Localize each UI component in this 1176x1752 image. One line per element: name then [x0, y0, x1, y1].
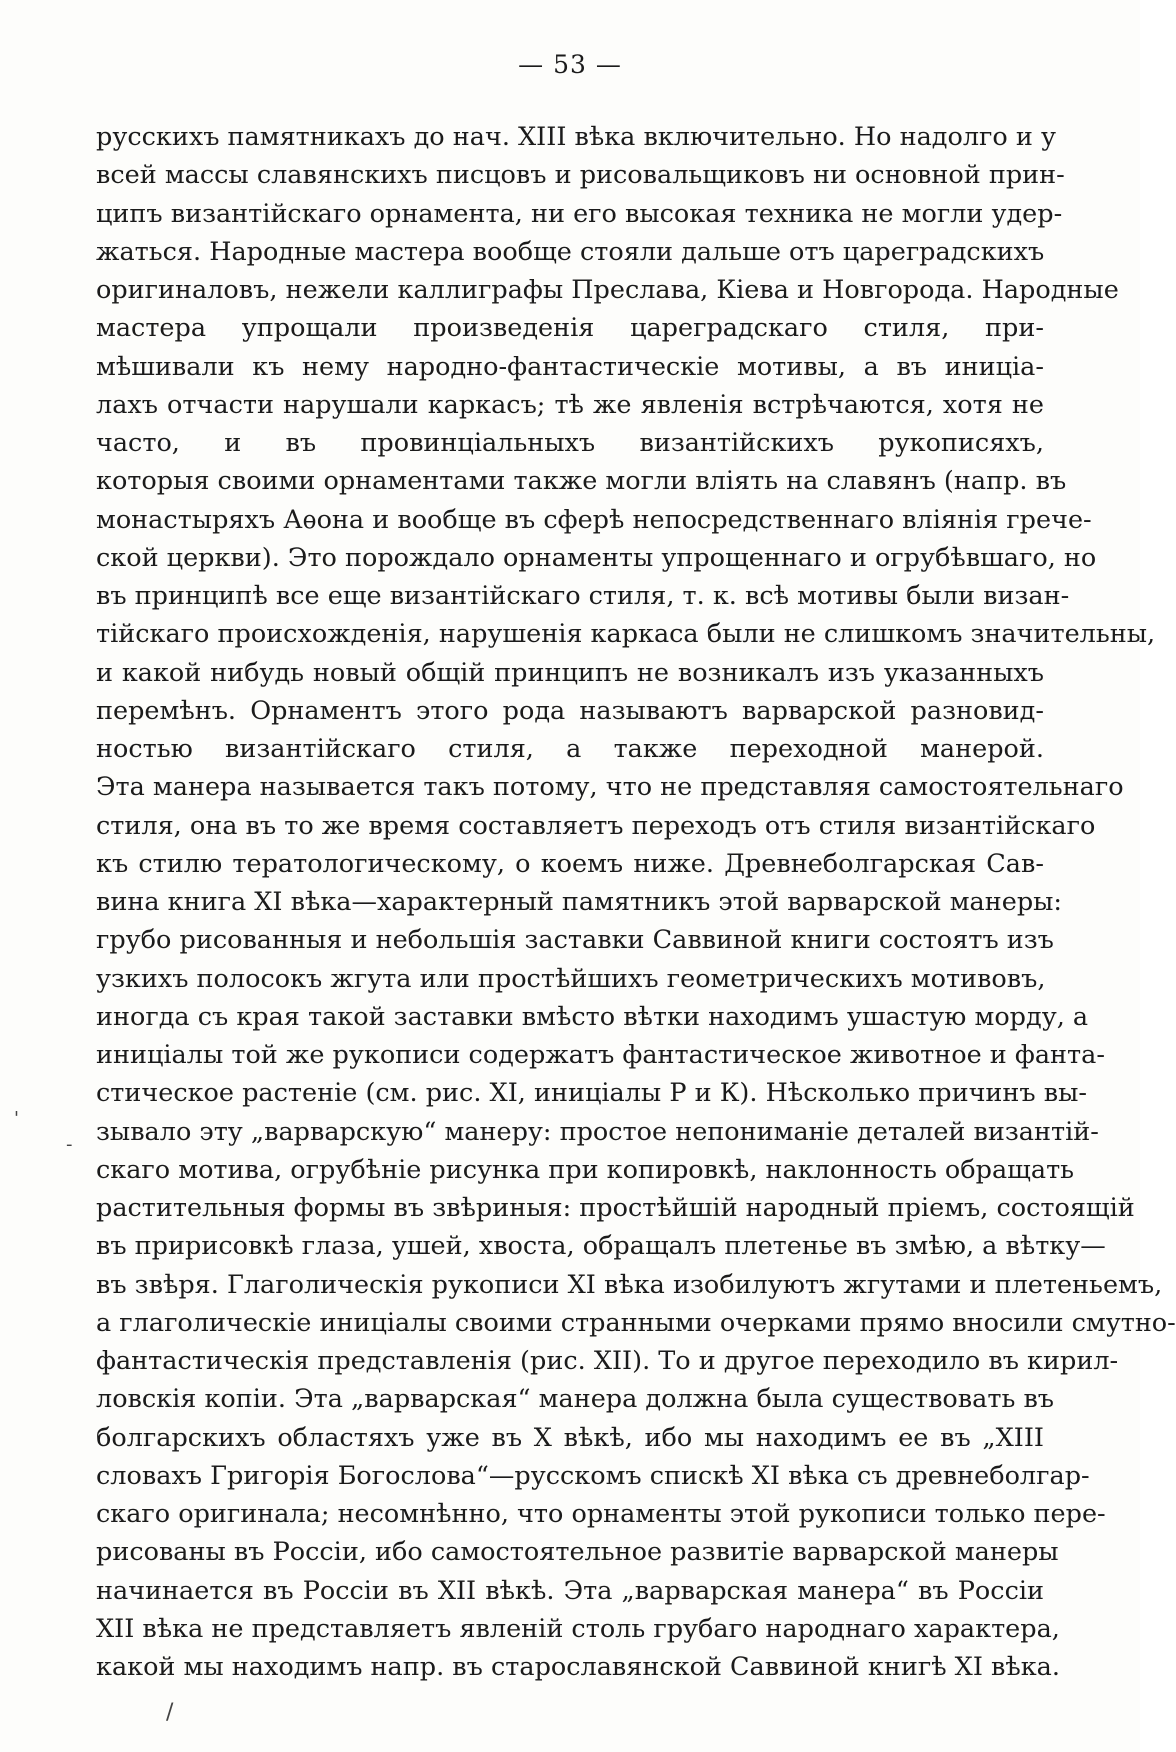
text-line: иногда съ края такой заставки вмѣсто вѣтки находимъ ушастую морду, а — [96, 1001, 1089, 1032]
text-line: ской церкви). Это порождало орнаменты упрощеннаго и огрубѣвшаго, но — [96, 542, 1097, 573]
text-line: ловскія копіи. Эта „варварская“ манера должна была существовать въ — [96, 1384, 1055, 1415]
text-line: болгарскихъ областяхъ уже въ X вѣкѣ, ибо мы находимъ ее въ „XIII — [96, 1422, 1044, 1453]
page-number: — 53 — — [518, 50, 622, 79]
text-line: вина книга XI вѣка—характерный памятникъ этой варварской манеры: — [96, 887, 1063, 917]
text-line: и какой нибудь новый общій принципъ не возникалъ изъ указанныхъ — [96, 657, 1044, 688]
text-line: русскихъ памятникахъ до нач. XIII вѣка включительно. Но надолго и у — [96, 122, 1056, 152]
text-line: тійскаго происхожденія, нарушенія каркаса были не слишкомъ значительны, — [96, 619, 1156, 650]
text-line: скаго оригинала; несомнѣнно, что орнаменты этой рукописи только пере- — [96, 1499, 1106, 1529]
text-line: ностью византійскаго стиля, а также переходной манерой. — [96, 734, 1044, 764]
margin-mark: - — [66, 1134, 73, 1155]
text-line: въ звѣря. Глаголическія рукописи XI вѣка изобилуютъ жгутами и плетеньемъ, — [96, 1269, 1163, 1300]
text-line: XII вѣка не представляетъ явленій столь грубаго народнаго характера, — [96, 1613, 1060, 1644]
text-line: монастыряхъ Аѳона и вообще въ сферѣ непосредственнаго вліянія грече- — [96, 504, 1092, 535]
text-line: растительныя формы въ звѣриныя: простѣйшій народный пріемъ, состоящій — [96, 1193, 1135, 1223]
text-line: мѣшивали къ нему народно-фантастическіе мотивы, а въ иниціа- — [96, 351, 1044, 382]
body-text — [96, 118, 1176, 1682]
text-line: въ принципѣ все еще византійскаго стиля, т. к. всѣ мотивы были визан- — [96, 581, 1070, 611]
text-line: Эта манера называется такъ потому, что не представляя самостоятельнаго — [96, 772, 1124, 803]
text-line: а глаголическіе иниціалы своими странными очерками прямо вносили смутно- — [96, 1307, 1176, 1338]
text-line: словахъ Григорія Богослова“—русскомъ спискѣ XI вѣка съ древнеболгар- — [96, 1460, 1090, 1491]
text-line: фантастическія представленія (рис. XII). То и другое переходило въ кирил- — [96, 1346, 1119, 1376]
text-line: стическое растеніе (см. рис. XI, иниціалы Р и К). Нѣсколько причинъ вы- — [96, 1078, 1088, 1109]
text-line: скаго мотива, огрубѣніе рисунка при копировкѣ, наклонность обращать — [96, 1154, 1075, 1185]
text-line: иниціалы той же рукописи содержатъ фантастическое животное и фанта- — [96, 1040, 1105, 1070]
margin-mark: ' — [14, 1108, 19, 1129]
text-line: стиля, она въ то же время составляетъ переходъ отъ стиля византійскаго — [96, 810, 1096, 841]
text-line: часто, и въ провинціальныхъ византійскихъ рукописяхъ, — [96, 428, 1044, 458]
text-line: въ пририсовкѣ глаза, ушей, хвоста, обращалъ плетенье въ змѣю, а вѣтку— — [96, 1231, 1106, 1262]
text-line: ципъ византійскаго орнамента, ни его высокая техника не могли удер- — [96, 198, 1063, 229]
text-line: которыя своими орнаментами также могли вліять на славянъ (напр. въ — [96, 466, 1067, 497]
text-line: перемѣнъ. Орнаментъ этого рода называютъ варварской разновид- — [96, 695, 1044, 726]
text-line: лахъ отчасти нарушали каркасъ; тѣ же явленія встрѣчаются, хотя не — [96, 389, 1044, 420]
text-line: мастера упрощали произведенія цареградскаго стиля, при- — [96, 313, 1044, 344]
text-line: какой мы находимъ напр. въ старославянской Саввиной книгѣ XI вѣка. — [96, 1652, 1060, 1682]
text-line: начинается въ Россіи въ XII вѣкѣ. Эта „варварская манера“ въ Россіи — [96, 1575, 1044, 1606]
text-line: всей массы славянскихъ писцовъ и рисовальщиковъ ни основной прин- — [96, 160, 1065, 191]
text-line: узкихъ полосокъ жгута или простѣйшихъ геометрическихъ мотивовъ, — [96, 963, 1046, 994]
text-line: жаться. Народные мастера вообще стояли дальше отъ цареградскихъ — [96, 236, 1045, 267]
text-line: грубо рисованныя и небольшія заставки Саввиной книги состоятъ изъ — [96, 925, 1054, 956]
text-line: къ стилю тератологическому, о коемъ ниже. Древнеболгарская Сав- — [96, 848, 1044, 879]
margin-mark: / — [166, 1700, 174, 1725]
text-line: рисованы въ Россіи, ибо самостоятельное развитіе варварской манеры — [96, 1537, 1059, 1568]
text-line: зывало эту „варварскую“ манеру: простое непониманіе деталей византій- — [96, 1116, 1099, 1147]
text-line: оригиналовъ, нежели каллиграфы Преслава, Кіева и Новгорода. Народные — [96, 275, 1119, 305]
